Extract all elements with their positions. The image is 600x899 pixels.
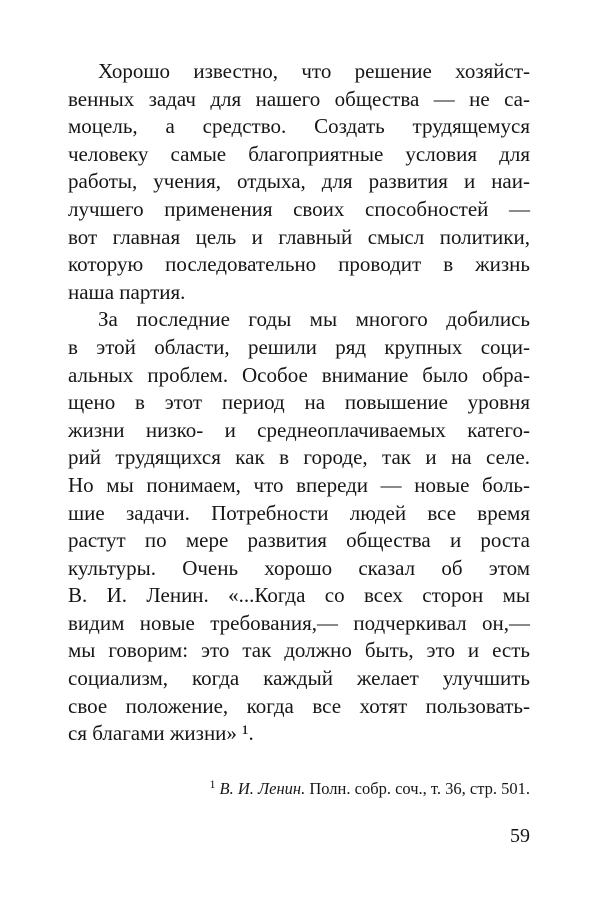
text-line: ся благами жизни» ¹. [68,721,254,746]
text-line: моцель, а средство. Создать трудящемуся [68,114,530,139]
footnote-marker: 1 [209,776,216,791]
text-line: наша партия. [68,279,186,304]
text-line: работы, учения, отдыха, для развития и наи- [68,169,530,194]
text-line: человеку самые благоприятные условия для [68,141,530,166]
footnote-author: В. И. Ленин. [219,779,306,798]
text-line: которую последовательно проводит в жизнь [68,252,530,277]
text-line: свое положение, когда все хотят пользовать- [68,693,530,718]
text-line: венных задач для нашего общества — не са- [68,86,530,111]
paragraph-1 [68,58,530,306]
text-line: видим новые требования,— подчеркивал он,— [68,610,530,635]
text-line: рий трудящихся как в городе, так и на селе. [68,445,530,470]
text-line: шие задачи. Потребности людей все время [68,500,530,525]
page-body [68,58,530,748]
paragraph-2 [68,306,530,748]
text-line: жизни низко- и среднеоплачиваемых катего- [68,417,530,442]
page-number: 59 [510,825,530,847]
text-line: социализм, когда каждый желает улучшить [68,666,530,691]
text-line: Хорошо известно, что решение хозяйст- [98,59,530,83]
footnote-source: Полн. собр. соч., т. 36, стр. 501. [309,779,530,798]
text-line: альных проблем. Особое внимание было обра- [68,362,530,387]
text-line: Но мы понимаем, что впереди — новые боль- [68,472,530,497]
text-line: В. И. Ленин. «...Когда со всех сторон мы [68,583,530,608]
text-line: в этой области, решили ряд крупных соци- [68,334,530,359]
text-line: мы говорим: это так должно быть, это и есть [68,638,530,663]
text-line: лучшего применения своих способностей — [68,196,530,221]
text-line: растут по мере развития общества и роста [68,528,530,553]
text-line: культуры. Очень хорошо сказал об этом [68,555,530,580]
footnote [68,778,530,800]
text-line: За последние годы мы многого добились [98,307,530,332]
text-line: щено в этот период на повышение уровня [68,390,530,415]
text-line: вот главная цель и главный смысл политики, [68,224,530,249]
